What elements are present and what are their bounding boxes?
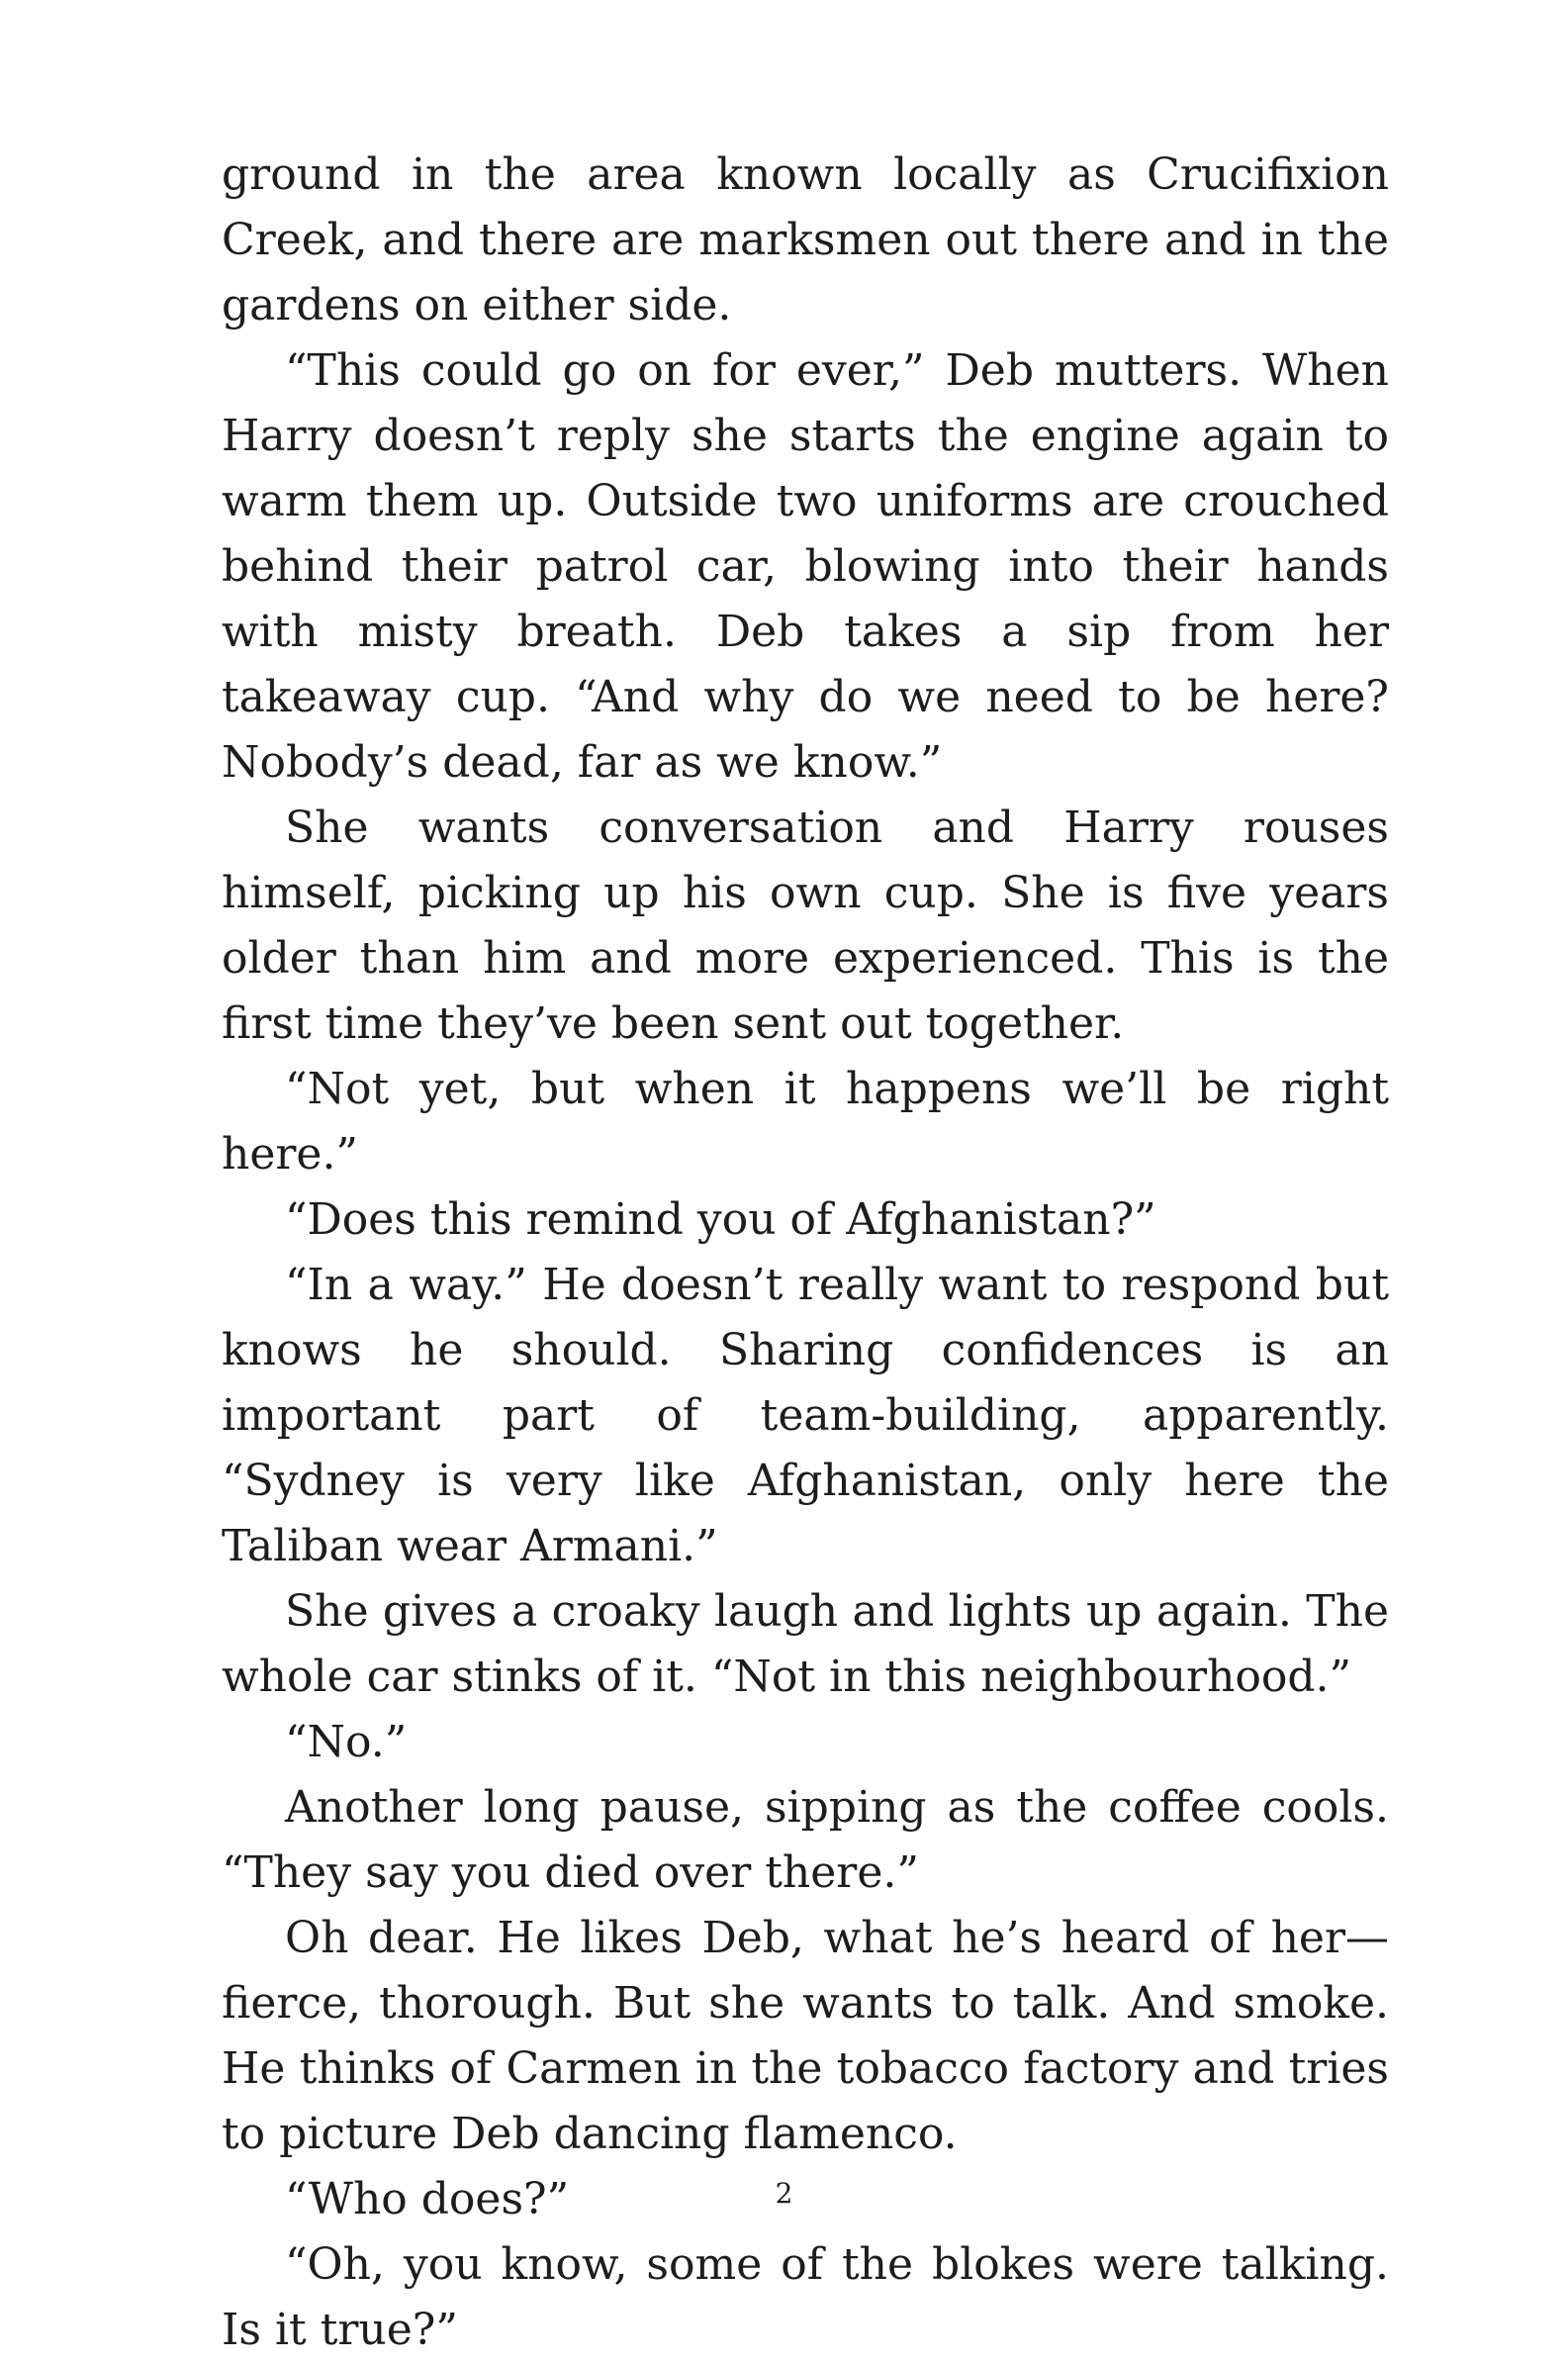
paragraph: “Does this remind you of Afghanistan?” [285,1194,1156,1245]
paragraph: She wants conversation and Harry rouses himself, picking up his own cup. She is five years older than him and more experienced. This is the first time they’ve been sent out together. [222,803,1389,1049]
paragraph: Another long pause, sipping as the coffee cools. “They say you died over there.” [222,1782,1389,1898]
paragraph: “Who does?” [285,2174,570,2224]
paragraph: “In a way.” He doesn’t really want to respond but knows he should. Sharing confidences is an important part of team-building, apparently. “Sydney is very like Afghanistan, only here the Taliban wear Armani.” [222,1260,1389,1571]
paragraph: “Oh, you know, some of the blokes were talking. Is it true?” [222,2239,1389,2355]
paragraph: “This could go on for ever,” Deb mutters. When Harry doesn’t reply she starts the engine again to warm them up. Outside two uniforms are crouched behind their patrol car, blowing into their hands with misty breath. Deb takes a sip from her takeaway cup. “And why do we need to be here? Nobody’s dead, far as we know.” [222,345,1389,788]
paragraph: “No.” [285,1717,408,1767]
paragraph: “Not yet, but when it happens we’ll be right here.” [222,1064,1389,1180]
paragraph: Oh dear. He likes Deb, what he’s heard of her—fierce, thorough. But she wants to talk. And smoke. He thinks of Carmen in the tobacco factory and tries to picture Deb dancing flamenco. [222,1913,1389,2159]
paragraph: ground in the area known locally as Crucifixion Creek, and there are marksmen out there and in the gardens on either side. [222,149,1389,331]
body-text [222,142,1389,2363]
paragraph: She gives a croaky laugh and lights up again. The whole car stinks of it. “Not in this neighbourhood.” [222,1586,1389,1702]
page-number: 2 [775,2177,793,2210]
